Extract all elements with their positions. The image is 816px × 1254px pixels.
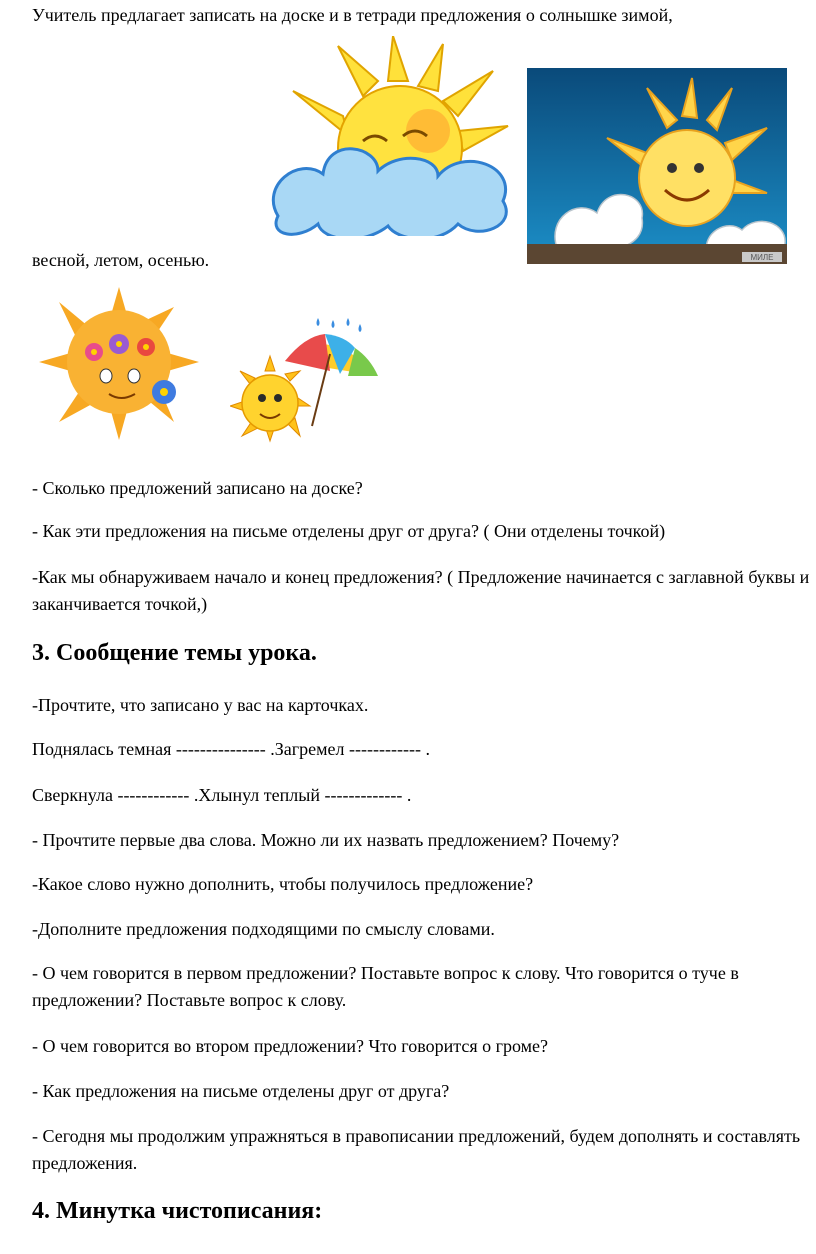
section-3-line-2: Поднялась темная --------------- .Загремел ------------ .	[32, 739, 430, 759]
sun-behind-cloud-illustration	[268, 36, 518, 236]
section-3-line-1: -Прочтите, что записано у вас на карточках.	[32, 695, 369, 715]
intro-line-1: Учитель предлагает записать на доске и в тетради предложения о солнышке зимой,	[32, 5, 673, 25]
sun-with-flowers-illustration	[34, 282, 204, 442]
section-3-line-8: - О чем говорится во втором предложении? Что говорится о громе?	[32, 1036, 549, 1056]
question-2: - Как эти предложения на письме отделены друг от друга? ( Они отделены точкой)	[32, 521, 666, 541]
section-4-heading: 4. Минутка чистописания:	[32, 1198, 323, 1224]
svg-text:МИЛЕ: МИЛЕ	[750, 253, 774, 262]
section-3-heading: 3. Сообщение темы урока.	[32, 640, 317, 666]
section-3-line-4: - Прочтите первые два слова. Можно ли их назвать предложением? Почему?	[32, 830, 620, 850]
question-3: -Как мы обнаруживаем начало и конец предложения? ( Предложение начинается с заглавной буквы и заканчивается точкой,)	[32, 567, 810, 614]
section-3-line-7: - О чем говорится в первом предложении? Поставьте вопрос к слову. Что говорится о туче в предложении? Поставьте вопрос к слову.	[32, 963, 739, 1010]
sun-with-umbrella-illustration	[230, 316, 380, 446]
section-3-line-10: - Сегодня мы продолжим упражняться в правописании предложений, будем дополнять и составлять предложения.	[32, 1126, 801, 1173]
sun-with-clouds-illustration	[527, 68, 787, 264]
section-3-line-6: -Дополните предложения подходящими по смыслу словами.	[32, 919, 495, 939]
intro-line-2: весной, летом, осенью.	[32, 250, 210, 270]
question-1: - Сколько предложений записано на доске?	[32, 478, 363, 498]
section-3-line-9: - Как предложения на письме отделены друг от друга?	[32, 1081, 450, 1101]
section-3-line-3: Сверкнула ------------ .Хлынул теплый ------------- .	[32, 785, 412, 805]
section-3-line-5: -Какое слово нужно дополнить, чтобы получилось предложение?	[32, 874, 534, 894]
